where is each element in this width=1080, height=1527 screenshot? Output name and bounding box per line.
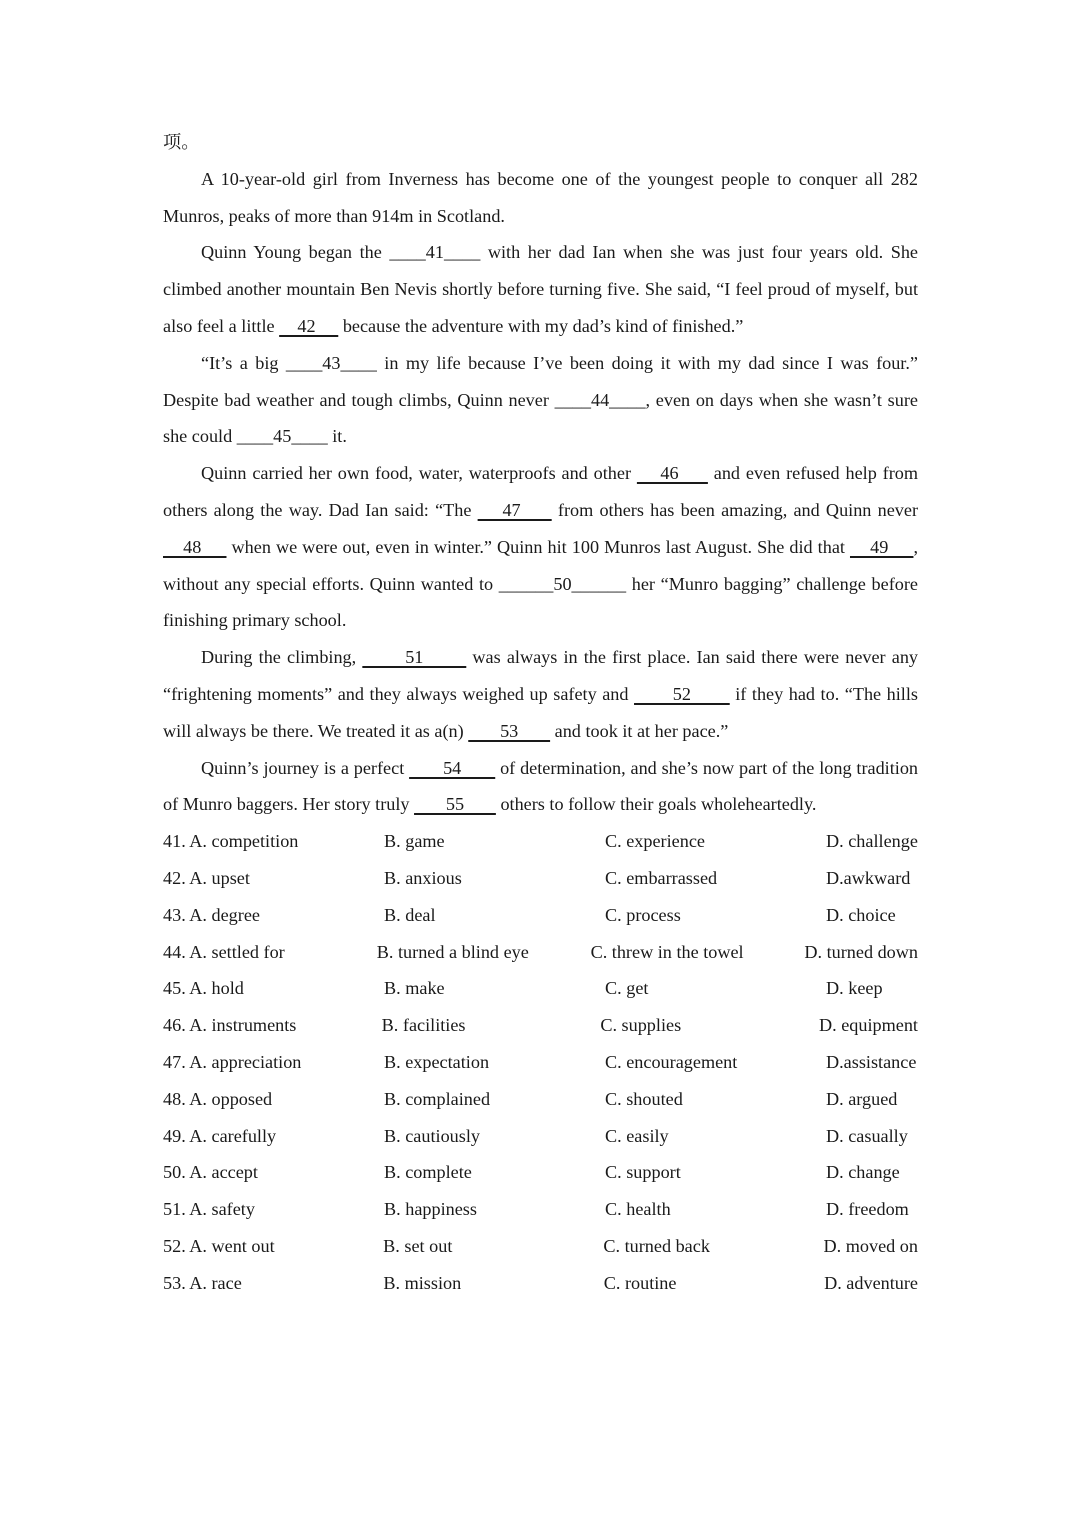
question-row — [163, 1044, 918, 1081]
option-choice: 52. A. went out — [163, 1235, 275, 1256]
answer-blank: ______50______ — [498, 573, 627, 594]
option-choice: B. turned a blind eye — [376, 941, 529, 962]
option-choice: C. get — [605, 978, 649, 999]
answer-options — [163, 823, 918, 1301]
question-row — [163, 1118, 918, 1155]
question-row — [163, 1265, 918, 1302]
answer-blank: 48 — [163, 536, 227, 557]
question-row — [163, 823, 918, 860]
option-choice: D. equipment — [818, 1015, 918, 1036]
option-choice: B. mission — [383, 1272, 462, 1293]
option-choice: D. choice — [826, 904, 896, 925]
option-choice: 45. A. hold — [163, 978, 244, 999]
question-row — [163, 1154, 918, 1191]
option-choice: D. change — [826, 1162, 900, 1183]
option-choice: D. casually — [826, 1125, 908, 1146]
option-choice: 46. A. instruments — [163, 1015, 297, 1036]
header-fragment: 项。 — [163, 132, 200, 152]
passage-paragraph — [163, 455, 918, 639]
passage-text: with her dad Ian when she was just four years old. She climbed another mountain Ben Nevis shortly before turning five. She said, “I feel proud of myself, but also feel a little — [163, 242, 918, 336]
option-choice: D.awkward — [826, 867, 911, 888]
answer-blank: 54 — [409, 757, 496, 778]
passage-text: in my life because I’ve been doing it with my dad since I was four.” Despite bad weather and tough climbs, Quinn never — [163, 352, 918, 410]
passage-paragraph — [163, 345, 918, 455]
option-choice: C. health — [605, 1199, 671, 1220]
passage-text: was always in the first place. Ian said there were never any “frightening moments” and they always weighed up safety and — [163, 647, 919, 704]
cloze-passage — [163, 124, 918, 1302]
option-choice: C. shouted — [605, 1088, 683, 1109]
option-choice: B. game — [384, 831, 445, 852]
passage-text: , even on days when she wasn’t sure she could — [163, 389, 918, 447]
option-choice: B. make — [384, 978, 445, 999]
option-choice: B. anxious — [384, 867, 462, 888]
option-choice: D. freedom — [826, 1199, 909, 1220]
passage-text: of determination, and she’s now part of the long tradition of Munro baggers. Her story truly — [163, 757, 919, 815]
option-choice: 51. A. safety — [163, 1199, 255, 1220]
option-choice: 50. A. accept — [163, 1162, 258, 1183]
option-choice: 48. A. opposed — [163, 1088, 273, 1109]
question-row — [163, 934, 918, 971]
question-row — [163, 970, 918, 1007]
option-choice: 47. A. appreciation — [163, 1051, 302, 1072]
option-choice: 41. A. competition — [163, 831, 299, 852]
passage-text: Quinn Young began the — [201, 242, 390, 263]
answer-blank: 49 — [849, 536, 914, 557]
option-choice: D. keep — [826, 978, 883, 999]
answer-blank: 55 — [414, 794, 496, 815]
option-choice: B. facilities — [381, 1015, 466, 1036]
question-row — [163, 1007, 918, 1044]
question-row — [163, 1191, 918, 1228]
option-choice: B. complained — [384, 1088, 491, 1109]
option-choice: B. deal — [384, 904, 436, 925]
answer-blank: ____44____ — [554, 389, 646, 410]
answer-blank: 47 — [477, 499, 552, 520]
option-choice: C. turned back — [603, 1235, 710, 1256]
passage-paragraph — [163, 639, 918, 749]
question-row — [163, 1081, 918, 1118]
question-row — [163, 860, 918, 897]
passage-paragraph — [163, 161, 918, 235]
option-choice: C. encouragement — [605, 1051, 738, 1072]
passage-text: “It’s a big — [201, 352, 286, 373]
passage-text: when we were out, even in winter.” Quinn hit 100 Munros last August. She did that — [226, 536, 850, 557]
option-choice: D. adventure — [824, 1272, 919, 1293]
option-choice: B. set out — [383, 1235, 453, 1256]
passage-text: from others has been amazing, and Quinn never — [551, 499, 918, 520]
option-choice: D. turned down — [804, 941, 918, 962]
option-choice: B. happiness — [384, 1199, 477, 1220]
option-choice: 49. A. carefully — [163, 1125, 277, 1146]
passage-text: if they had to. “The hills will always be there. We treated it as a(n) — [163, 683, 918, 741]
passage-text: A 10-year-old girl from Inverness has become one of the youngest people to conquer all 282 Munros, peaks of more than 914m in Scotland. — [163, 168, 918, 226]
passage-paragraph — [163, 750, 918, 824]
option-choice: D. argued — [826, 1088, 898, 1109]
option-choice: C. supplies — [600, 1015, 682, 1036]
answer-blank: 46 — [636, 463, 708, 484]
answer-blank: 52 — [634, 683, 730, 704]
passage-text: because the adventure with my dad’s kind of finished.” — [338, 315, 744, 336]
passage-body — [163, 161, 918, 823]
passage-text: During the climbing, — [201, 647, 363, 668]
option-choice: C. embarrassed — [605, 867, 718, 888]
passage-text: , without any special efforts. Quinn wanted to — [163, 536, 919, 594]
answer-blank: 42 — [279, 315, 339, 336]
option-choice: 44. A. settled for — [163, 941, 285, 962]
option-choice: B. cautiously — [384, 1125, 480, 1146]
option-choice: 42. A. upset — [163, 867, 250, 888]
option-choice: C. process — [605, 904, 681, 925]
question-row — [163, 1228, 918, 1265]
option-choice: 43. A. degree — [163, 904, 260, 925]
passage-text: others to follow their goals wholeheartedly. — [495, 794, 817, 815]
option-choice: C. threw in the towel — [590, 941, 744, 962]
option-choice: D. moved on — [823, 1235, 918, 1256]
question-row — [163, 897, 918, 934]
answer-blank: ____45____ — [236, 426, 328, 447]
passage-text: it. — [327, 426, 347, 447]
option-choice: C. routine — [603, 1272, 677, 1293]
option-choice: D. challenge — [826, 831, 918, 852]
passage-paragraph — [163, 234, 918, 344]
answer-blank: ____41____ — [389, 242, 481, 263]
answer-blank: 53 — [468, 720, 551, 741]
option-choice: B. complete — [384, 1162, 472, 1183]
passage-text: and took it at her pace.” — [550, 720, 729, 741]
passage-text: her “Munro bagging” challenge before finishing primary school. — [163, 573, 918, 631]
passage-text: Quinn carried her own food, water, waterproofs and other — [201, 463, 637, 484]
answer-blank: ____43____ — [285, 352, 377, 373]
passage-text: Quinn’s journey is a perfect — [201, 757, 410, 778]
option-choice: B. expectation — [384, 1051, 490, 1072]
passage-text: and even refused help from others along the way. Dad Ian said: “The — [163, 463, 919, 520]
option-choice: 53. A. race — [163, 1272, 242, 1293]
option-choice: C. experience — [605, 831, 705, 852]
option-choice: C. support — [605, 1162, 681, 1183]
option-choice: C. easily — [605, 1125, 669, 1146]
option-choice: D.assistance — [826, 1051, 917, 1072]
answer-blank: 51 — [362, 647, 467, 668]
